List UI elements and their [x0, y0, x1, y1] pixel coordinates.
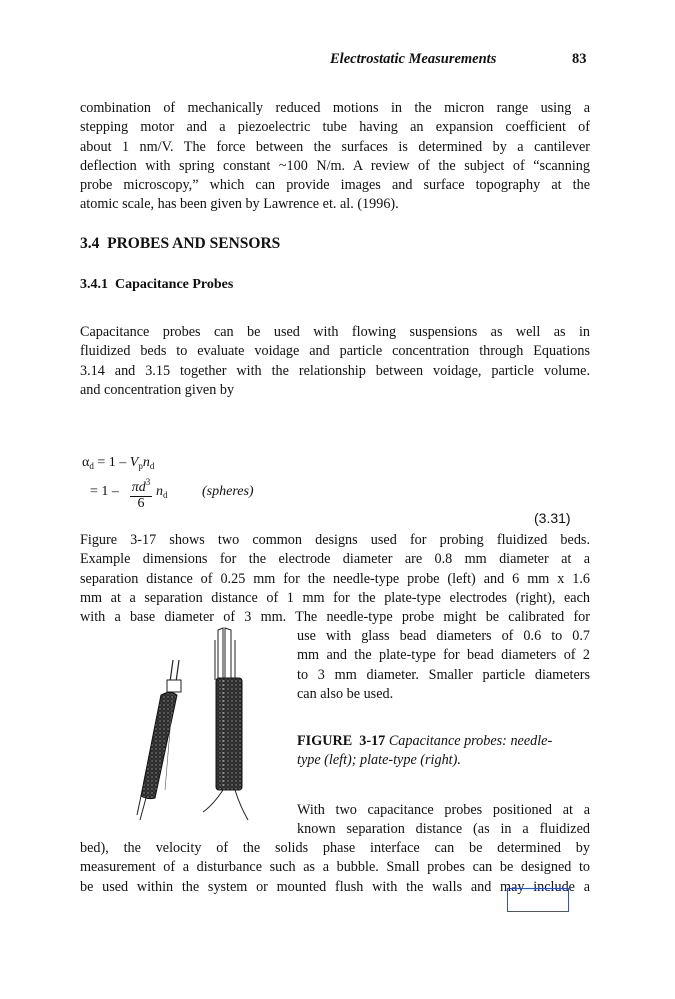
text-line: to 3 mm diameter. Smaller particle diameters	[297, 666, 590, 683]
page-number: 83	[572, 51, 587, 67]
highlight-box	[507, 888, 569, 912]
text-line: be used within the system or mounted flush with the walls and may include a	[80, 878, 590, 895]
subsection-heading: 3.4.1 Capacitance Probes	[80, 277, 234, 292]
capacitance-paragraph	[80, 323, 590, 400]
equation-text: = 1 –	[93, 455, 130, 470]
running-header-title: Electrostatic Measurements	[330, 51, 497, 67]
text-line: bed), the velocity of the solids phase interface can be determined by	[80, 840, 590, 856]
equation-qualifier: (spheres)	[202, 484, 254, 499]
fraction-denominator: 6	[137, 496, 145, 511]
variable-V: V	[129, 455, 139, 470]
section-heading: 3.4 PROBES AND SENSORS	[80, 235, 281, 252]
text-line: measurement of a disturbance such as a bubble. Small probes can be designed to	[80, 859, 590, 876]
subscript: p	[138, 461, 143, 471]
text-line: deflection with spring constant ~100 N/m. A review of the subject of “scanning	[80, 157, 590, 174]
equation-number: (3.31)	[534, 510, 571, 526]
figure-caption-text: Capacitance probes: needle-	[388, 733, 553, 749]
text-line: Figure 3-17 shows two common designs used for probing fluidized beds.	[80, 532, 590, 548]
equation-line-1	[82, 455, 154, 471]
text-line: atomic scale, has been given by Lawrence et. al. (1996).	[80, 196, 399, 213]
figure-caption	[297, 732, 597, 771]
text-line: 3.14 and 3.15 together with the relationship between voidage, particle volume.	[80, 362, 590, 379]
text-line: probe microscopy,” which can provide images and surface topography at the	[80, 177, 590, 194]
text-line: stepping motor and a piezoelectric tube having an expansion coefficient of	[80, 119, 590, 136]
figure-paragraph-wrap	[297, 627, 590, 704]
fraction-numerator: πd	[131, 480, 146, 495]
final-paragraph-wrap	[297, 801, 590, 840]
text-line: known separation distance (as in a fluidized	[297, 821, 590, 838]
text-line: and concentration given by	[80, 381, 235, 398]
text-line: Example dimensions for the electrode diameter are 0.8 mm diameter at a	[80, 551, 590, 568]
superscript: 3	[145, 477, 151, 487]
text-line: fluidized beds to evaluate voidage and particle concentration through Equations	[80, 343, 590, 360]
variable-n: n	[156, 484, 163, 499]
text-line: combination of mechanically reduced motions in the micron range using a	[80, 100, 590, 116]
subscript: d	[163, 490, 168, 500]
plate-probe-illustration	[203, 628, 248, 820]
subscript: d	[89, 461, 94, 471]
equation-n-term	[156, 484, 168, 500]
subscript: d	[149, 461, 155, 471]
needle-probe-illustration	[137, 660, 181, 820]
text-line: can also be used.	[297, 685, 394, 702]
text-line: With two capacitance probes positioned at a	[297, 802, 590, 818]
figure-label: FIGURE 3-17	[297, 733, 386, 749]
alpha-symbol: α	[82, 455, 90, 470]
capacitance-probes-figure	[115, 620, 285, 825]
text-line: Capacitance probes can be used with flowing suspensions as well as in	[80, 324, 590, 340]
text-line: with a base diameter of 3 mm. The needle-type probe might be calibrated for	[80, 609, 590, 626]
equation-text: = 1 –	[90, 484, 123, 499]
text-line: separation distance of 0.25 mm for the needle-type probe (left) and 6 mm x 1.6	[80, 570, 590, 587]
figure-paragraph	[80, 531, 590, 627]
fraction	[128, 474, 154, 511]
equation-line-2	[90, 474, 290, 514]
text-line: mm at a separation distance of 1 mm for the plate-type electrodes (right), each	[80, 589, 590, 606]
intro-paragraph	[80, 99, 590, 215]
figure-caption-text: type (left); plate-type (right).	[297, 752, 461, 769]
text-line: use with glass bead diameters of 0.6 to 0.7	[297, 628, 590, 644]
text-line: mm and the plate-type for bead diameters of 2	[297, 647, 590, 664]
text-line: about 1 nm/V. The force between the surfaces is determined by a cantilever	[80, 138, 590, 155]
variable-n: n	[142, 455, 150, 470]
